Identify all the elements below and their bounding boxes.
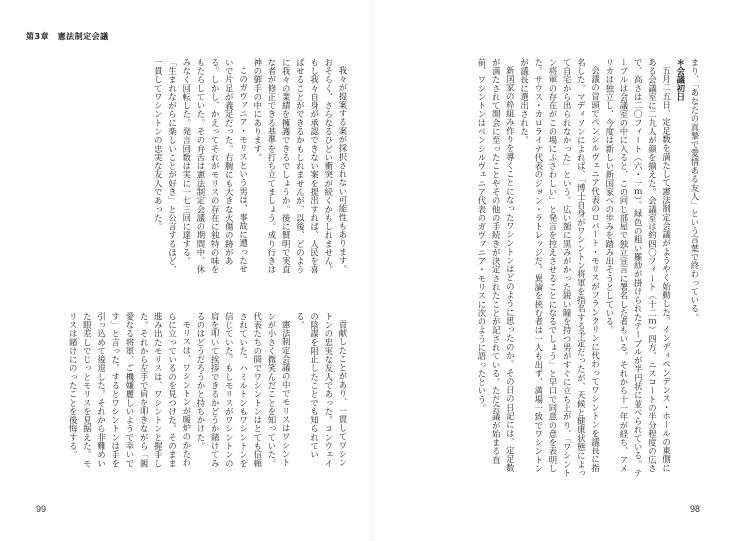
block-quote: 我々が提案する案が採択されない可能性もあります。おそらく、さらなるひどい衝突が続くかもしれません。もし我々自身が承認できない案を提出すれば、人民を喜ばせることができるかもしれませんが、以後、どのように我々の業績を擁護できるでしょうか。後に賢明で実直な者が修正できる基準を打ち立てましょう。成り行きは神の御手の中にあります。 bbox=[252, 58, 348, 274]
section-heading: ＊会議初日 bbox=[675, 58, 686, 102]
paragraph: モリスは、ワシントンが暖炉のかたわらに立っているのを見つけた。そのまま進み出たモリスは、ワシントンと握手した。それから左手で肩を叩きながら「親愛なる将軍、ご機嫌麗しいようで幸いです」と言った。するとワシントンは手を引っ込めて後退した。それから非難めいた眼差しでじっとモリスを見据えた。モリスは賭けにのったことを後悔する。 bbox=[68, 312, 192, 468]
paragraph: 会議の冒頭でペンシルヴェニア代表のロバート・モリスがフランクリンに代わってワシントンを議長に指名した。マディソンによれば、「博士自身がワシントン将軍を指名する予定だったが、天候と健康状態によって自宅から出られなかった」という。広い額に黒みがかった鋭い瞳を持つ男がすぐに立ち上がり、「ワシントン将軍の存在がこの場にふさわしい」と発言を控えさせることになるでしょう」と早口で同意の意を表明した。サウス・カロライナ代表のジョン・ラトレッジだ。異論を挟む者は一人も出ず、満場一致でワシントンが議長に選出された。 bbox=[519, 58, 601, 478]
page-number-left: 99 bbox=[36, 504, 47, 514]
paragraph: 新国家の枠組み作りを導くことになったワシントンはどのように思ったのか。その日の日記には、定足数が満たされて開会に至ったことやその他の手続きが決定されたことが記されている。ただ会議が始まる直前、ワシントンはペンシルヴェニア代表のガヴァニア・モリスに次のように語ったという。 bbox=[476, 58, 516, 473]
paragraph: 憲法制定会議の中でモリスはワシントンが小さく微笑んだことを知っていた。代表たちの間でワシントンはとても信頼されていた。ハミルトンもワシントンを信じていた。もしモリスがワシントンの肩を叩いて挨拶できるかどうか賭けてみるのはどうだろうかと持ちかけた。 bbox=[195, 312, 292, 468]
paragraph: 貢献したことがあり、一貫してワシントンの忠実な友人であった。コンウェイの陰謀を阻止したことでも知られている。 bbox=[295, 312, 348, 468]
paragraph: このガヴァニア・モリスという男は、事故に遭ったせいで片足が義足だった。右腕にも大きな火傷の跡がある。しかし、かえってそれがモリスの存在に独特の味をもたらしていた。その弁舌は憲法制定会議の期間中、休みなく回転した。発言回数は実に一七三回に達する。「生まれながらに楽しいことが好き」と公言するほど、一貫してワシントンの忠実な友人であった。 bbox=[153, 58, 249, 274]
left-page-text-top bbox=[50, 58, 350, 278]
right-page-text bbox=[392, 58, 702, 478]
page-number-right: 98 bbox=[690, 504, 701, 514]
running-head: 第3章 憲法制定会議 bbox=[26, 32, 109, 41]
paragraph: まり、「あなたの真摯で愛情ある友人」という言葉で終わっている。 bbox=[690, 58, 700, 322]
page-gutter bbox=[371, 0, 372, 541]
left-page-text-bottom bbox=[50, 312, 350, 472]
paragraph: 五月二五日、定足数を満たして憲法制定会議がようやく始動した。インディペンデンス・ホールの東側にある会議室に二九人が顔を揃えた。会議室は約四〇フィート（十二ｍ）四方、ニスコートの半分程度の広さで、高さは二〇フィート（六・一ｍ）。緑色の粗い羅紗が掛けられたテーブルが半円状に並べられている。テーブルは会議室の中に入ると、この同じ部屋で独立宣言に署名した者もいる。それから十一年が経ち、アメリカは独立し、今度は新しい新国家への歩みを踏み出そうとしている。 bbox=[604, 58, 672, 478]
